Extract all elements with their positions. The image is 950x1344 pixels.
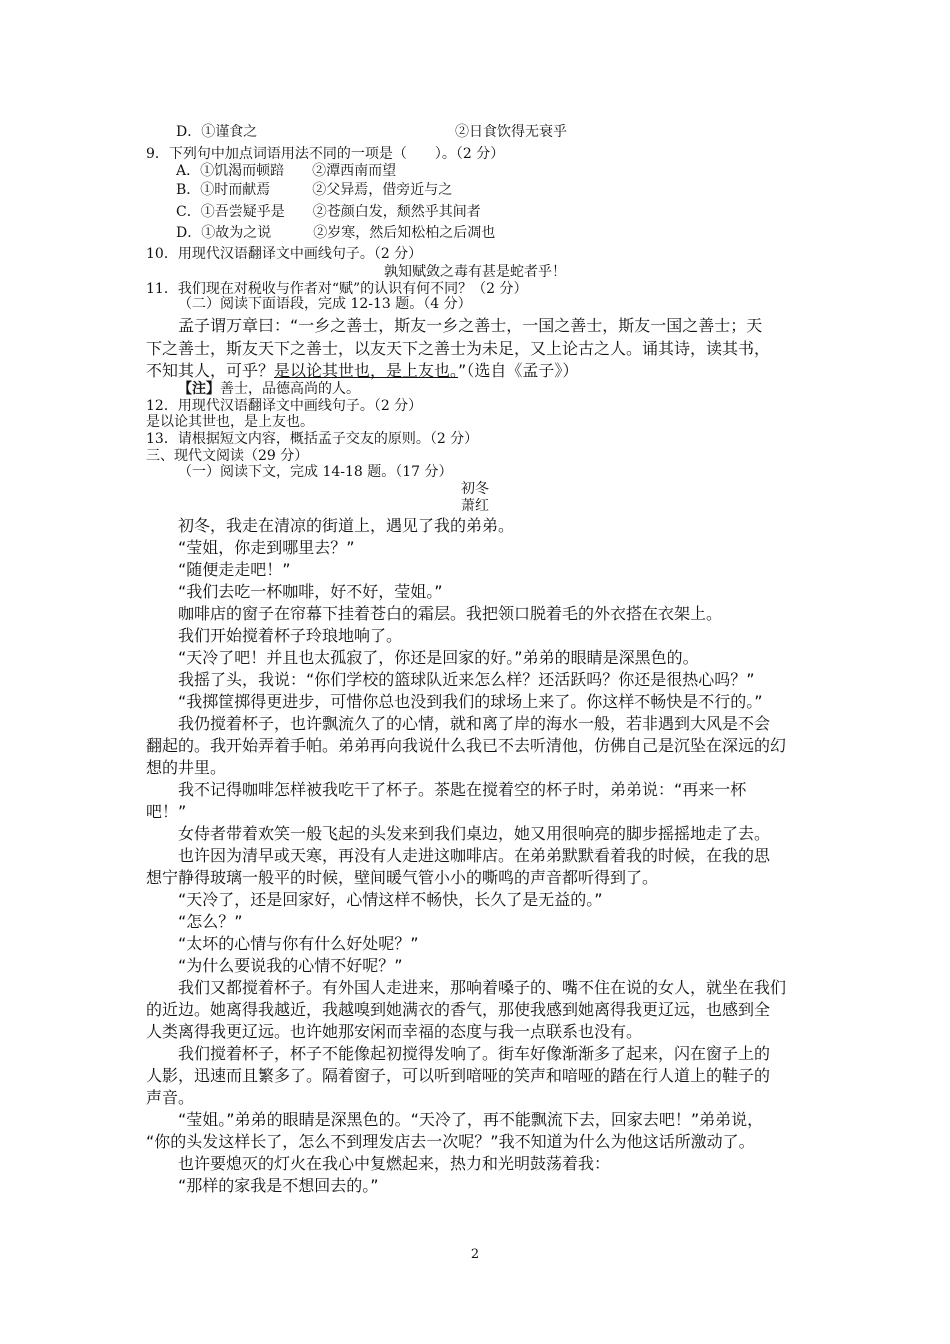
story-line: “我们去吃一杯咖啡，好不好，莹姐。” [178,582,443,601]
story-line: 我不记得咖啡怎样被我吃干了杯子。茶匙在搅着空的杯子时，弟弟说：“再来一杯 [178,780,747,799]
story-line: “为什么要说我的心情不好呢？” [178,956,403,975]
q10-sentence: 孰知赋敛之毒有甚是蛇者乎！ [384,264,566,280]
q8-option-d-left: D．①谨食之 [176,124,258,140]
story-line: 想的井里。 [146,758,227,777]
story-line: 声音。 [146,1088,195,1107]
story-line: “太坏的心情与你有什么好处呢？” [178,934,419,953]
story-line: 翻起的。我开始弄着手帕。弟弟再向我说什么我已不去听清他，仿佛自己是沉坠在深远的幻 [146,736,787,755]
story-line: 想宁静得玻璃一般平的时候，壁间暖气管小小的嘶鸣的声音都听得到了。 [146,868,659,887]
note-label: 【注】 [178,381,220,397]
story-line: “随便走走吧！” [178,560,291,579]
story-line: 吧！” [146,802,187,821]
story-line: 我仍搅着杯子，也许飘流久了的心情，就和离了岸的海水一般，若非遇到大风是不会 [178,714,771,733]
q12-sentence: 是以论其世也，是上友也。 [146,414,314,430]
part3-sub-heading: （一）阅读下文，完成 14-18 题。（17 分） [178,464,453,480]
underlined-sentence: 是以论其世也，是上友也。 [274,361,459,380]
story-line: 初冬，我走在清凉的街道上，遇见了我的弟弟。 [178,516,515,535]
story-line: “莹姐，你走到哪里去？” [178,538,355,557]
story-line: 我们又都搅着杯子。有外国人走进来，那响着嗓子的、嘴不住在说的女人，就坐在我们 [178,978,787,997]
story-title: 初冬 [461,481,489,497]
story-line: “你的头发这样长了，怎么不到理发店去一次呢？”我不知道为什么为他这话所激动了。 [146,1132,755,1151]
story-author: 萧红 [461,498,489,514]
story-line: “那样的家我是不想回去的。” [178,1176,379,1195]
q9-option-d: D．①故为之说 ②岁寒，然后知松柏之后凋也 [176,225,496,241]
q9-option-a: A．①饥渴而顿踣 ②潭西南而望 [176,163,397,179]
story-line: “莹姐。”弟弟的眼睛是深黑色的。“天冷了，再不能飘流下去，回家去吧！”弟弟说， [178,1110,764,1129]
q10-stem: 10．用现代汉语翻译文中画线句子。（2 分） [146,246,423,262]
story-line: 人类离得我更辽远。也许她那安闲而幸福的态度与我一点联系也没有。 [146,1022,643,1041]
story-line: 人影，迅速而且繁多了。隔着窗子，可以听到喑哑的笑声和喑哑的踏在行人道上的鞋子的 [146,1066,771,1085]
q12-stem: 12．用现代汉语翻译文中画线句子。（2 分） [146,398,423,414]
passage-line: 孟子谓万章曰：“一乡之善士，斯友一乡之善士，一国之善士，斯友一国之善士；天 [178,316,763,335]
passage-line: 下之善士，斯友天下之善士，以友天下之善士为未足，又上论古之人。诵其诗，读其书， [146,339,771,358]
story-line: “怎么？” [178,912,243,931]
story-line: “天冷了吧！并且也太孤寂了，你还是回家的好。”弟弟的眼睛是深黑色的。 [178,648,699,667]
part3-heading: 三、现代文阅读（29 分） [146,448,309,464]
story-line: 咖啡店的窗子在帘幕下挂着苍白的霜层。我把领口脱着毛的外衣搭在衣架上。 [178,604,723,623]
story-line: 也许因为清早或天寒，再没有人走进这咖啡店。在弟弟默默看着我的时候，在我的思 [178,846,771,865]
q8-option-d-right: ②日食饮得无衰乎 [455,124,567,140]
q9-option-b: B．①时而献焉 ②父异焉，借旁近与之 [176,182,453,198]
story-line: 我们搅着杯子，杯子不能像起初搅得发响了。街车好像渐渐多了起来，闪在窗子上的 [178,1044,771,1063]
story-line: 我摇了头，我说：“你们学校的篮球队近来怎么样？还活跃吗？你还是很热心吗？” [178,670,755,689]
passage-text: 不知其人，可乎？ [146,361,275,380]
note [178,381,360,398]
passage-source: ”（选自《孟子》） [458,361,579,380]
q9-option-c: C．①吾尝疑乎是 ②苍颜白发，颓然乎其间者 [176,204,481,220]
passage-line [146,360,578,382]
story-line: 的近边。她离得我越近，我越嗅到她满衣的香气，那使我感到她离得我更辽远，也感到全 [146,1000,771,1019]
section2-heading: （二）阅读下面语段，完成 12-13 题。（4 分） [178,296,472,312]
page-number: 2 [470,1247,480,1262]
note-text: 善士，品德高尚的人。 [220,381,360,397]
q9-stem: 9．下列句中加点词语用法不同的一项是（ ）。（2 分） [146,146,505,162]
q13-stem: 13．请根据短文内容，概括孟子交友的原则。（2 分） [146,431,479,447]
q11-stem: 11．我们现在对税收与作者对“赋”的认识有何不同？（2 分） [146,281,528,297]
story-line: “我掷筐掷得更进步，可惜你总也没到我们的球场上来了。你这样不畅快是不行的。” [178,692,763,711]
story-line: 也许要熄灭的灯火在我心中复燃起来，热力和光明鼓荡着我： [178,1154,611,1173]
story-line: 女侍者带着欢笑一般飞起的头发来到我们桌边，她又用很响亮的脚步摇摇地走了去。 [178,824,771,843]
story-line: 我们开始搅着杯子玲琅地响了。 [178,626,403,645]
story-line: “天冷了，还是回家好，心情这样不畅快，长久了是无益的。” [178,890,603,909]
